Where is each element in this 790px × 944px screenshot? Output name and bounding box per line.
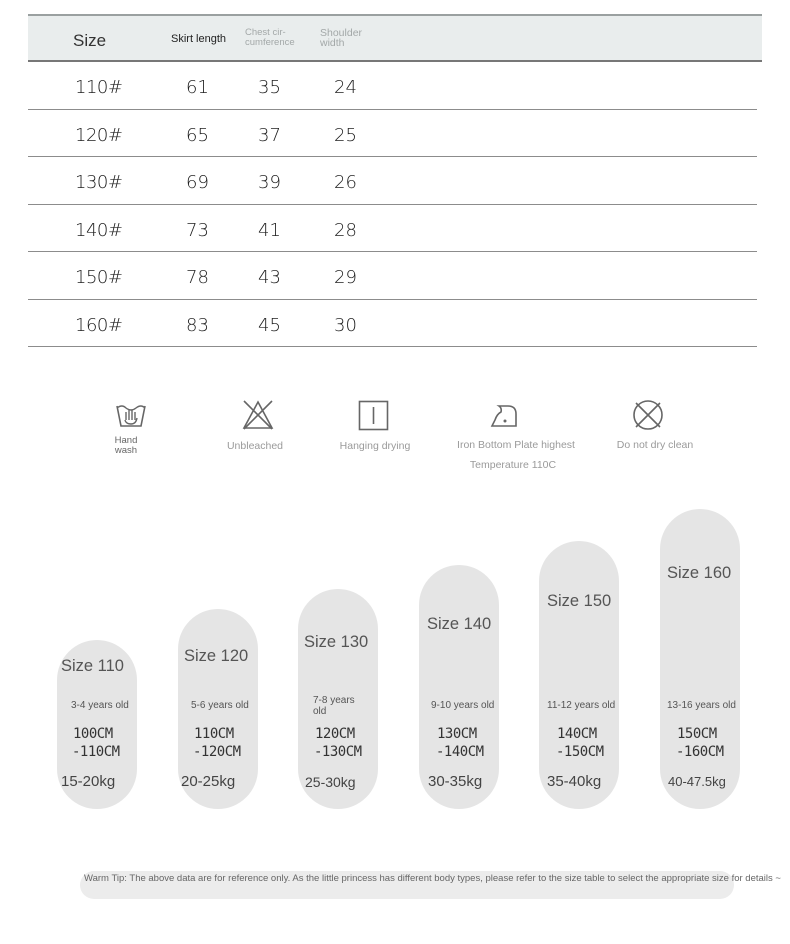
pill-weight: 25-30kg [305,774,356,790]
no-bleach-icon [241,398,275,432]
cell-shoulder: 24 [334,77,357,98]
cell-chest: 43 [258,267,281,288]
pill-title: Size 140 [427,615,492,633]
cell-shoulder: 29 [334,267,357,288]
table-row [28,300,757,348]
header-shoulder-width: Shoulder width [320,27,363,49]
pill-age: 13-16 years old [667,700,736,711]
cell-skirt-length: 83 [186,314,209,336]
pill-title: Size 110 [61,657,124,675]
cell-chest: 35 [258,77,281,98]
cell-size: 130# [75,172,123,193]
cell-chest: 39 [258,172,281,193]
cell-skirt-length: 73 [186,219,209,241]
pill-age: 9-10 years old [431,700,495,711]
no-dry-clean-label: Do not dry clean [616,439,694,451]
pill-height-to: -150CM [556,744,604,760]
pill-height-from: 120CM [315,726,355,742]
header-chest-circumference: Chest cir- cumference [245,27,295,48]
cell-size: 160# [75,314,123,336]
pill-age: 11-12 years old [547,700,616,711]
no-dry-clean-icon [631,398,665,432]
size-pill-150 [539,541,619,809]
hang-dry-icon [358,400,390,432]
table-row [28,110,757,158]
pill-weight: 35-40kg [547,773,602,790]
cell-size: 150# [75,267,123,288]
cell-skirt-length: 65 [186,124,209,146]
pill-height-from: 150CM [677,726,717,742]
table-row [28,157,757,205]
cell-shoulder: 26 [334,172,357,193]
cell-chest: 41 [258,219,281,241]
iron-label-line1: Iron Bottom Plate highest [457,439,575,451]
cell-skirt-length: 61 [186,77,209,98]
hand-wash-icon [114,398,148,430]
cell-shoulder: 28 [334,219,357,241]
cell-shoulder: 30 [334,314,357,336]
hand-wash-label: Hand wash [114,435,138,456]
warm-tip-text: Warm Tip: The above data are for reference only. As the little princess has different body types, please refer to the size table to select the appropriate size for details ~ [84,873,781,884]
iron-label-line2: Temperature 110C [469,459,557,471]
pill-age: 5-6 years old [191,700,249,711]
cell-chest: 45 [258,314,281,336]
pill-title: Size 120 [184,647,249,665]
pill-height-from: 110CM [194,726,234,742]
table-header [28,14,762,62]
cell-size: 110# [75,77,123,98]
pill-weight: 40-47.5kg [668,774,726,789]
warm-tip-banner [80,871,781,899]
pill-height-to: -110CM [72,744,120,760]
pill-title: Size 130 [304,633,369,651]
pill-age: 7-8 years old [313,695,355,717]
pill-height-to: -140CM [436,744,484,760]
pill-height-to: -120CM [193,744,241,760]
pill-height-from: 100CM [73,726,113,742]
pill-weight: 30-35kg [428,773,483,790]
cell-size: 140# [75,219,123,241]
size-table [28,14,762,347]
unbleached-label: Unbleached [226,440,284,452]
iron-icon [489,402,519,430]
size-pill-160 [660,509,740,809]
cell-skirt-length: 78 [186,267,209,288]
pill-age: 3-4 years old [71,700,129,711]
header-skirt-length: Skirt length [171,33,227,45]
pill-height-from: 130CM [437,726,477,742]
table-row [28,252,757,300]
table-row [28,205,757,253]
pill-title: Size 150 [547,592,612,610]
pill-title: Size 160 [667,564,732,582]
table-row [28,62,757,110]
header-size: Size [73,31,107,50]
pill-height-to: -160CM [676,744,724,760]
pill-height-to: -130CM [314,744,362,760]
pill-weight: 20-25kg [181,773,236,790]
pill-height-from: 140CM [557,726,597,742]
hanging-drying-label: Hanging drying [339,440,411,452]
cell-skirt-length: 69 [186,172,209,193]
cell-chest: 37 [258,124,281,146]
cell-shoulder: 25 [334,124,357,146]
pill-weight: 15-20kg [61,773,116,790]
cell-size: 120# [75,124,123,146]
